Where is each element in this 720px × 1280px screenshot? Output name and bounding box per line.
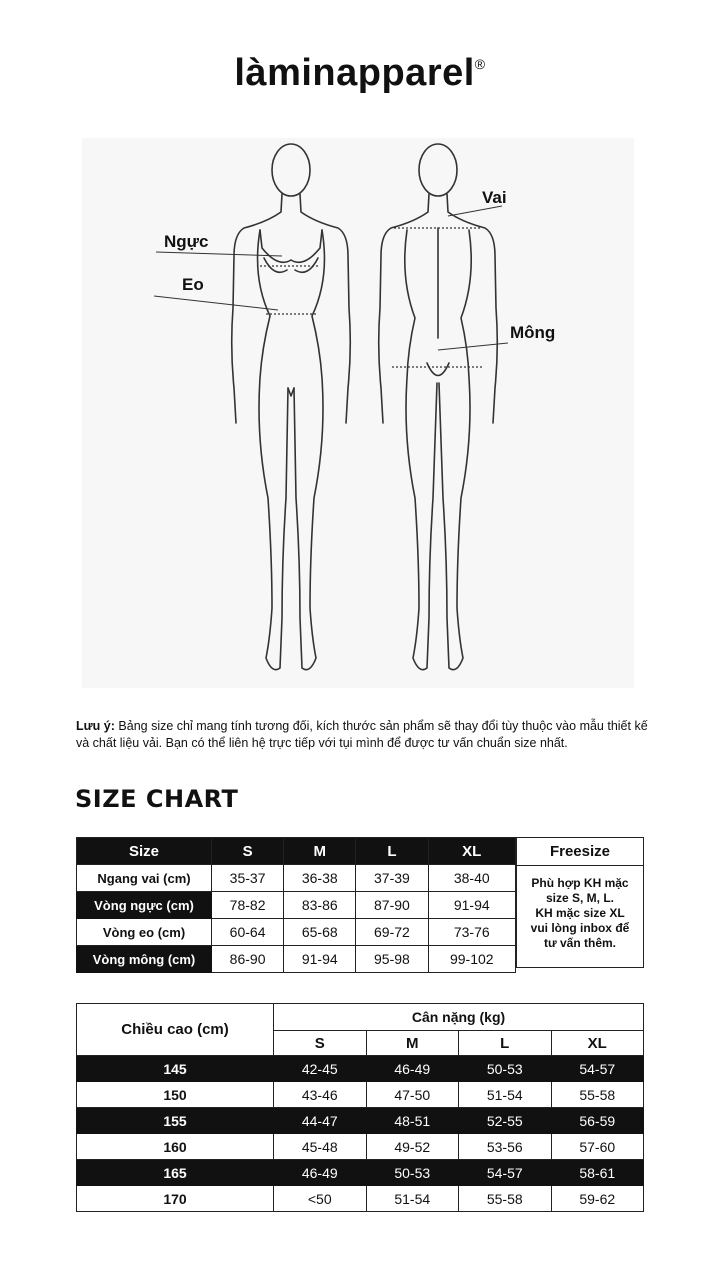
weight-size-l: L bbox=[459, 1031, 552, 1056]
weight-size-xl: XL bbox=[551, 1031, 644, 1056]
cell: 91-94 bbox=[284, 946, 356, 973]
front-figure bbox=[232, 144, 351, 670]
cell: 57-60 bbox=[551, 1134, 644, 1160]
height-cell: 150 bbox=[77, 1082, 274, 1108]
cell: 78-82 bbox=[212, 892, 284, 919]
body-measurement-illustration bbox=[82, 138, 634, 688]
height-weight-table bbox=[76, 1003, 644, 1212]
cell: 42-45 bbox=[274, 1056, 367, 1082]
cell: 46-49 bbox=[366, 1056, 459, 1082]
height-header: Chiều cao (cm) bbox=[77, 1004, 274, 1056]
height-cell: 145 bbox=[77, 1056, 274, 1082]
cell: 83-86 bbox=[284, 892, 356, 919]
cell: 48-51 bbox=[366, 1108, 459, 1134]
cell: 37-39 bbox=[356, 865, 428, 892]
cell: 60-64 bbox=[212, 919, 284, 946]
waist-label: Eo bbox=[182, 275, 204, 294]
cell: 44-47 bbox=[274, 1108, 367, 1134]
cell: 35-37 bbox=[212, 865, 284, 892]
height-cell: 170 bbox=[77, 1186, 274, 1212]
cell: 99-102 bbox=[428, 946, 515, 973]
size-header-row bbox=[77, 838, 516, 865]
chest-label: Ngực bbox=[164, 232, 209, 251]
cell: 54-57 bbox=[551, 1056, 644, 1082]
freesize-line: Phù hợp KH mặc bbox=[531, 876, 629, 890]
cell: 51-54 bbox=[459, 1082, 552, 1108]
table-row bbox=[77, 1056, 644, 1082]
size-header-label: Size bbox=[77, 838, 212, 865]
cell: 47-50 bbox=[366, 1082, 459, 1108]
cell: <50 bbox=[274, 1186, 367, 1212]
cell: 55-58 bbox=[459, 1186, 552, 1212]
cell: 50-53 bbox=[366, 1160, 459, 1186]
freesize-line: tư vấn thêm. bbox=[543, 936, 617, 950]
cell: 91-94 bbox=[428, 892, 515, 919]
cell: 55-58 bbox=[551, 1082, 644, 1108]
cell: 51-54 bbox=[366, 1186, 459, 1212]
cell: 54-57 bbox=[459, 1160, 552, 1186]
row-label: Ngang vai (cm) bbox=[77, 865, 212, 892]
row-label: Vòng mông (cm) bbox=[77, 946, 212, 973]
cell: 95-98 bbox=[356, 946, 428, 973]
note-lead: Lưu ý: bbox=[76, 719, 115, 733]
table-row bbox=[77, 1160, 644, 1186]
freesize-line: KH mặc size XL bbox=[535, 906, 625, 920]
freesize-title: Freesize bbox=[517, 838, 643, 866]
hip-label: Mông bbox=[510, 323, 556, 342]
freesize-description bbox=[517, 866, 643, 951]
table-row bbox=[77, 865, 516, 892]
table-row bbox=[77, 892, 516, 919]
weight-size-s: S bbox=[274, 1031, 367, 1056]
freesize-box bbox=[516, 837, 644, 968]
cell: 56-59 bbox=[551, 1108, 644, 1134]
table-row bbox=[77, 1186, 644, 1212]
cell: 53-56 bbox=[459, 1134, 552, 1160]
size-header-l: L bbox=[356, 838, 428, 865]
weight-header: Cân nặng (kg) bbox=[274, 1004, 644, 1031]
cell: 43-46 bbox=[274, 1082, 367, 1108]
height-cell: 165 bbox=[77, 1160, 274, 1186]
table-row bbox=[77, 946, 516, 973]
cell: 86-90 bbox=[212, 946, 284, 973]
table-row bbox=[77, 1082, 644, 1108]
body-figures-drawing bbox=[82, 138, 634, 688]
cell: 50-53 bbox=[459, 1056, 552, 1082]
brand-name: làminapparel bbox=[234, 52, 475, 94]
table-row bbox=[77, 1134, 644, 1160]
freesize-line: size S, M, L. bbox=[545, 891, 614, 905]
cell: 73-76 bbox=[428, 919, 515, 946]
size-header-s: S bbox=[212, 838, 284, 865]
size-header-xl: XL bbox=[428, 838, 515, 865]
size-note bbox=[76, 718, 656, 752]
size-header-m: M bbox=[284, 838, 356, 865]
cell: 52-55 bbox=[459, 1108, 552, 1134]
brand-logo bbox=[0, 52, 720, 95]
freesize-line: vui lòng inbox để bbox=[530, 921, 630, 935]
table-row bbox=[77, 919, 516, 946]
height-cell: 155 bbox=[77, 1108, 274, 1134]
cell: 46-49 bbox=[274, 1160, 367, 1186]
size-chart-title: SIZE CHART bbox=[75, 785, 239, 813]
shoulder-label: Vai bbox=[482, 188, 507, 207]
registered-mark: ® bbox=[474, 56, 486, 72]
cell: 49-52 bbox=[366, 1134, 459, 1160]
weight-header-row bbox=[77, 1004, 644, 1031]
cell: 45-48 bbox=[274, 1134, 367, 1160]
cell: 65-68 bbox=[284, 919, 356, 946]
table-row bbox=[77, 1108, 644, 1134]
cell: 38-40 bbox=[428, 865, 515, 892]
row-label: Vòng eo (cm) bbox=[77, 919, 212, 946]
size-measurement-table bbox=[76, 837, 516, 973]
cell: 69-72 bbox=[356, 919, 428, 946]
height-cell: 160 bbox=[77, 1134, 274, 1160]
back-figure bbox=[379, 144, 498, 670]
row-label: Vòng ngực (cm) bbox=[77, 892, 212, 919]
cell: 58-61 bbox=[551, 1160, 644, 1186]
note-text: Bảng size chỉ mang tính tương đối, kích thước sản phẩm sẽ thay đổi tùy thuộc vào mẫu thiết kế và chất liệu vải. Bạn có thể liên hệ trực tiếp với tụi mình để được tư vấn chuẩn size nhất. bbox=[76, 719, 648, 750]
cell: 36-38 bbox=[284, 865, 356, 892]
cell: 59-62 bbox=[551, 1186, 644, 1212]
weight-size-m: M bbox=[366, 1031, 459, 1056]
cell: 87-90 bbox=[356, 892, 428, 919]
